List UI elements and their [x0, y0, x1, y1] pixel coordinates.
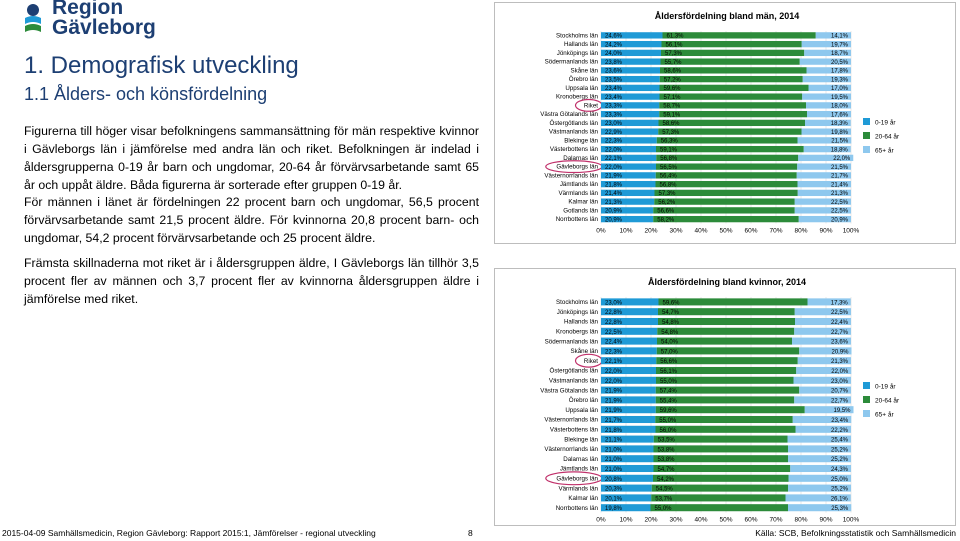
bar-segment [656, 155, 798, 161]
data-label: 56,4% [659, 173, 677, 180]
chart-women [494, 268, 956, 526]
x-tick-label: 30% [669, 516, 683, 524]
category-label: Västmanlands län [548, 128, 598, 136]
data-label: 21,8% [605, 427, 623, 434]
page-number: 8 [468, 528, 473, 538]
data-label: 56,6% [657, 208, 675, 215]
data-label: 21,9% [605, 173, 623, 180]
logo-icon [22, 2, 44, 36]
category-label: Dalarnas län [563, 455, 598, 463]
data-label: 22,4% [605, 339, 623, 346]
category-label: Västerbottens län [549, 426, 598, 434]
data-label: 21,1% [605, 437, 623, 444]
bar-segment [656, 387, 800, 394]
data-label: 23,0% [830, 378, 848, 385]
x-tick-label: 80% [794, 227, 808, 235]
category-label: Jämtlands län [559, 465, 598, 473]
data-label: 21,7% [830, 173, 848, 180]
category-label: Stockholms län [556, 299, 598, 307]
data-label: 20,8% [605, 476, 623, 483]
data-label: 57,0% [660, 349, 678, 356]
category-label: Uppsala län [565, 84, 598, 92]
page-title: 1. Demografisk utveckling [24, 52, 299, 79]
data-label: 18,3% [830, 121, 848, 128]
data-label: 21,8% [605, 182, 623, 189]
bar-segment [658, 128, 801, 134]
data-label: 58,7% [663, 103, 681, 110]
legend-label: 20-64 år [875, 133, 900, 141]
data-label: 56,2% [658, 199, 676, 206]
data-label: 56,8% [660, 156, 678, 163]
bar-segment [660, 85, 809, 91]
category-label: Örebro län [568, 397, 598, 405]
category-label: Västerbottens län [549, 146, 598, 154]
x-tick-label: 40% [694, 516, 708, 524]
data-label: 23,5% [605, 77, 623, 84]
category-label: Blekinge län [564, 436, 598, 444]
data-label: 53,8% [657, 457, 675, 464]
data-label: 23,8% [605, 59, 623, 66]
data-label: 57,4% [659, 388, 677, 395]
bar-segment [657, 347, 800, 354]
category-label: Blekinge län [564, 137, 598, 145]
category-label: Jönköpings län [556, 49, 598, 57]
data-label: 21,5% [831, 138, 849, 145]
data-label: 54,5% [655, 486, 673, 493]
data-label: 21,3% [830, 191, 848, 198]
data-label: 58,2% [657, 217, 675, 224]
data-label: 25,4% [830, 437, 848, 444]
data-label: 24,0% [605, 51, 623, 58]
logo-line-2: Gävleborg [52, 16, 156, 39]
legend-swatch [863, 382, 870, 389]
category-label: Gävleborgs län [556, 475, 598, 483]
category-label: Västernorrlands län [544, 446, 598, 454]
data-label: 22,4% [830, 320, 848, 327]
x-tick-label: 60% [744, 227, 758, 235]
data-label: 25,3% [831, 506, 849, 513]
data-label: 21,3% [605, 199, 623, 206]
category-label: Östergötlands län [549, 119, 598, 127]
data-label: 58,6% [664, 68, 682, 75]
footer-left: 2015-04-09 Samhällsmedicin, Region Gävleborg: Rapport 2015:1, Jämförelser - regional utveckling [2, 528, 376, 538]
bar-segment [656, 357, 798, 364]
data-label: 56,6% [660, 359, 678, 366]
category-label: Södermanlands län [544, 338, 598, 346]
legend-swatch [863, 132, 870, 139]
bar-segment [656, 172, 797, 178]
data-label: 23,4% [831, 418, 849, 425]
bar-segment [656, 181, 798, 187]
data-label: 21,0% [605, 447, 623, 454]
chart-men-svg [495, 3, 955, 243]
data-label: 17,0% [830, 86, 848, 93]
data-label: 23,3% [605, 112, 623, 119]
bar-segment [662, 41, 802, 47]
bar-segment [653, 216, 799, 222]
data-label: 23,3% [605, 103, 623, 110]
bar-segment [663, 32, 816, 38]
category-label: Västernorrlands län [544, 416, 598, 424]
x-tick-label: 60% [744, 516, 758, 524]
data-label: 25,2% [830, 447, 848, 454]
category-label: Skåne län [570, 348, 598, 356]
data-label: 19,8% [605, 506, 623, 513]
category-label: Norrbottens län [555, 216, 598, 224]
data-label: 59,1% [663, 112, 681, 119]
data-label: 24,3% [830, 467, 848, 474]
data-label: 21,9% [605, 398, 623, 405]
category-label: Riket [583, 102, 598, 110]
legend-label: 20-64 år [875, 397, 900, 405]
data-label: 53,8% [657, 447, 675, 454]
bar-segment [659, 298, 808, 305]
data-label: 20,9% [605, 217, 623, 224]
bar-segment [657, 137, 798, 143]
category-label: Jämtlands län [559, 181, 598, 189]
data-label: 56,3% [660, 138, 678, 145]
logo-line-1: Region [52, 0, 124, 19]
data-label: 22,0% [605, 164, 623, 171]
data-label: 22,8% [605, 320, 623, 327]
data-label: 22,3% [605, 349, 623, 356]
data-label: 22,0% [831, 369, 849, 376]
bar-segment [659, 111, 807, 117]
data-label: 22,8% [605, 310, 623, 317]
data-label: 20,9% [605, 208, 623, 215]
legend-label: 65+ år [875, 147, 894, 155]
category-label: Dalarnas län [563, 154, 598, 162]
data-label: 19,7% [830, 42, 848, 49]
category-label: Kalmar län [568, 198, 598, 206]
data-label: 19,8% [830, 129, 848, 136]
category-label: Norrbottens län [555, 504, 598, 512]
data-label: 59,6% [663, 86, 681, 93]
bar-segment [656, 367, 796, 374]
category-label: Uppsala län [565, 406, 598, 414]
data-label: 55,4% [659, 398, 677, 405]
legend-swatch [863, 146, 870, 153]
data-label: 22,7% [830, 398, 848, 405]
data-label: 22,0% [605, 378, 623, 385]
data-label: 18,0% [830, 103, 848, 110]
x-tick-label: 0% [596, 227, 606, 235]
data-label: 54,8% [662, 320, 680, 327]
x-tick-label: 100% [842, 516, 860, 524]
legend-swatch [863, 396, 870, 403]
data-label: 53,5% [657, 437, 675, 444]
data-label: 21,0% [605, 467, 623, 474]
section-title: 1.1 Ålders- och könsfördelning [24, 84, 268, 104]
data-label: 54,2% [657, 476, 675, 483]
data-label: 21,0% [605, 457, 623, 464]
data-label: 18,8% [830, 147, 848, 154]
region-gavleborg-logo [22, 0, 182, 44]
data-label: 56,8% [659, 182, 677, 189]
data-label: 17,6% [830, 112, 848, 119]
data-label: 23,0% [605, 121, 623, 128]
data-label: 23,4% [605, 86, 623, 93]
data-label: 23,6% [830, 339, 848, 346]
data-label: 19,3% [830, 77, 848, 84]
category-label: Västernorrlands län [544, 172, 598, 180]
bar-segment [656, 146, 804, 152]
category-label: Stockholms län [556, 32, 598, 40]
data-label: 54,7% [662, 310, 680, 317]
chart-men [494, 2, 956, 244]
x-tick-label: 30% [669, 227, 683, 235]
bar-segment [656, 163, 797, 169]
data-label: 20,9% [831, 349, 849, 356]
data-label: 26,1% [830, 496, 848, 503]
data-label: 21,7% [605, 418, 623, 425]
category-label: Hallands län [563, 318, 598, 326]
data-label: 20,5% [830, 59, 848, 66]
data-label: 19,5% [830, 94, 848, 101]
x-tick-label: 50% [719, 516, 733, 524]
chart-women-svg [495, 269, 955, 525]
data-label: 56,1% [665, 42, 683, 49]
chart-title: Åldersfördelning bland män, 2014 [654, 11, 800, 21]
data-label: 57,1% [663, 94, 681, 101]
bar-segment [659, 120, 806, 126]
data-label: 20,3% [605, 486, 623, 493]
category-label: Västra Götalands län [540, 111, 598, 119]
data-label: 55,0% [654, 506, 672, 513]
data-label: 24,2% [605, 42, 623, 49]
data-label: 22,3% [605, 138, 623, 145]
category-label: Södermanlands län [544, 58, 598, 66]
paragraph-distribution: För männen i länet är fördelningen 22 procent barn och ungdomar, 56,5 procent förvärvsarbetande samt 21,5 procent äldre. För kvinnorna 20,8 procent barn- och ungdomar, 54,2 procent förvärvsarbetande och 25 procent äldre. [24, 195, 479, 245]
data-label: 61,3% [666, 33, 684, 40]
x-tick-label: 100% [842, 227, 860, 235]
data-label: 57,3% [662, 129, 680, 136]
category-label: Örebro län [568, 76, 598, 84]
data-label: 22,0% [833, 156, 851, 163]
category-label: Västra Götalands län [540, 387, 598, 395]
category-label: Värmlands län [558, 189, 598, 197]
x-tick-label: 90% [819, 227, 833, 235]
data-label: 56,5% [660, 164, 678, 171]
category-label: Östergötlands län [549, 367, 598, 375]
footer-source: Källa: SCB, Befolkningsstatistik och Samhällsmedicin [755, 528, 956, 538]
data-label: 22,5% [830, 199, 848, 206]
x-tick-label: 70% [769, 227, 783, 235]
x-tick-label: 40% [694, 227, 708, 235]
x-tick-label: 10% [619, 227, 633, 235]
category-label: Jönköpings län [556, 308, 598, 316]
x-tick-label: 0% [596, 516, 606, 524]
data-label: 22,5% [605, 329, 623, 336]
data-label: 57,2% [663, 77, 681, 84]
data-label: 21,9% [605, 408, 623, 415]
data-label: 21,9% [605, 388, 623, 395]
data-label: 23,0% [605, 300, 623, 307]
data-label: 21,5% [830, 164, 848, 171]
data-label: 54,0% [661, 339, 679, 346]
bar-segment [654, 198, 795, 204]
x-tick-label: 20% [644, 516, 658, 524]
data-label: 58,6% [662, 121, 680, 128]
data-label: 59,6% [659, 408, 677, 415]
data-label: 25,2% [830, 486, 848, 493]
data-label: 22,0% [605, 369, 623, 376]
data-label: 22,0% [605, 147, 623, 154]
legend-swatch [863, 118, 870, 125]
data-label: 54,7% [657, 467, 675, 474]
data-label: 18,7% [830, 51, 848, 58]
legend-label: 65+ år [875, 411, 894, 419]
category-label: Kalmar län [568, 495, 598, 503]
data-label: 59,6% [662, 300, 680, 307]
data-label: 22,9% [605, 129, 623, 136]
data-label: 55,0% [659, 418, 677, 425]
data-label: 56,1% [660, 369, 678, 376]
legend-label: 0-19 år [875, 119, 896, 127]
category-label: Skåne län [570, 67, 598, 75]
data-label: 22,1% [605, 359, 623, 366]
category-label: Riket [583, 357, 598, 365]
bar-segment [660, 76, 803, 82]
category-label: Kronobergs län [556, 93, 598, 101]
bar-segment [661, 50, 804, 56]
category-label: Värmlands län [558, 485, 598, 493]
data-label: 57,3% [658, 191, 676, 198]
x-tick-label: 70% [769, 516, 783, 524]
category-label: Gotlands län [563, 207, 598, 215]
data-label: 17,8% [830, 68, 848, 75]
data-label: 57,3% [665, 51, 683, 58]
data-label: 24,6% [605, 33, 623, 40]
x-tick-label: 10% [619, 516, 633, 524]
data-label: 22,1% [605, 156, 623, 163]
data-label: 22,5% [830, 208, 848, 215]
data-label: 55,7% [664, 59, 682, 66]
data-label: 21,4% [605, 191, 623, 198]
data-label: 54,8% [661, 329, 679, 336]
data-label: 55,0% [660, 378, 678, 385]
data-label: 22,2% [830, 427, 848, 434]
data-label: 21,4% [830, 182, 848, 189]
category-label: Västmanlands län [548, 377, 598, 385]
bar-segment [656, 406, 805, 413]
data-label: 22,7% [830, 329, 848, 336]
x-tick-label: 50% [719, 227, 733, 235]
x-tick-label: 90% [819, 516, 833, 524]
data-label: 25,0% [830, 476, 848, 483]
data-label: 22,5% [830, 310, 848, 317]
data-label: 19,5% [833, 408, 851, 415]
legend-swatch [863, 410, 870, 417]
data-label: 53,7% [655, 496, 673, 503]
data-label: 56,0% [659, 427, 677, 434]
data-label: 21,3% [830, 359, 848, 366]
data-label: 17,3% [830, 300, 848, 307]
bar-segment [659, 102, 806, 108]
data-label: 23,6% [605, 68, 623, 75]
data-label: 20,9% [830, 217, 848, 224]
x-tick-label: 20% [644, 227, 658, 235]
category-label: Kronobergs län [556, 328, 598, 336]
bar-segment [655, 190, 798, 196]
paragraph-intro: Figurerna till höger visar befolkningens sammansättning för män respektive kvinnor i Gävleborgs län i jämförelse med andra län och riket. Befolkningen är indelad i åldersgrupperna 0-19 år barn och ungdomar, 20-64 år förvärvsarbetande samt 65 år och uppåt äldre. Båda figurerna är sorterade efter gruppen 0-19 år. [24, 124, 479, 192]
data-label: 14,1% [830, 33, 848, 40]
data-label: 20,7% [830, 388, 848, 395]
bar-segment [653, 207, 795, 213]
data-label: 23,4% [605, 94, 623, 101]
category-label: Hallands län [563, 41, 598, 49]
data-label: 25,2% [830, 457, 848, 464]
data-label: 20,1% [605, 496, 623, 503]
chart-title: Åldersfördelning bland kvinnor, 2014 [647, 277, 807, 287]
legend-label: 0-19 år [875, 383, 896, 391]
x-tick-label: 80% [794, 516, 808, 524]
paragraph-differences: Främsta skillnaderna mot riket är i åldersgruppen äldre, I Gävleborgs län tillhör 3,5 procent fler av männen och 3,7 procent fler av kvinnorna åldersgruppen äldre i jämförelse med riket. [24, 256, 479, 306]
data-label: 59,1% [660, 147, 678, 154]
category-label: Gävleborgs län [556, 163, 598, 171]
bar-segment [660, 93, 803, 99]
bar-segment [660, 67, 807, 73]
